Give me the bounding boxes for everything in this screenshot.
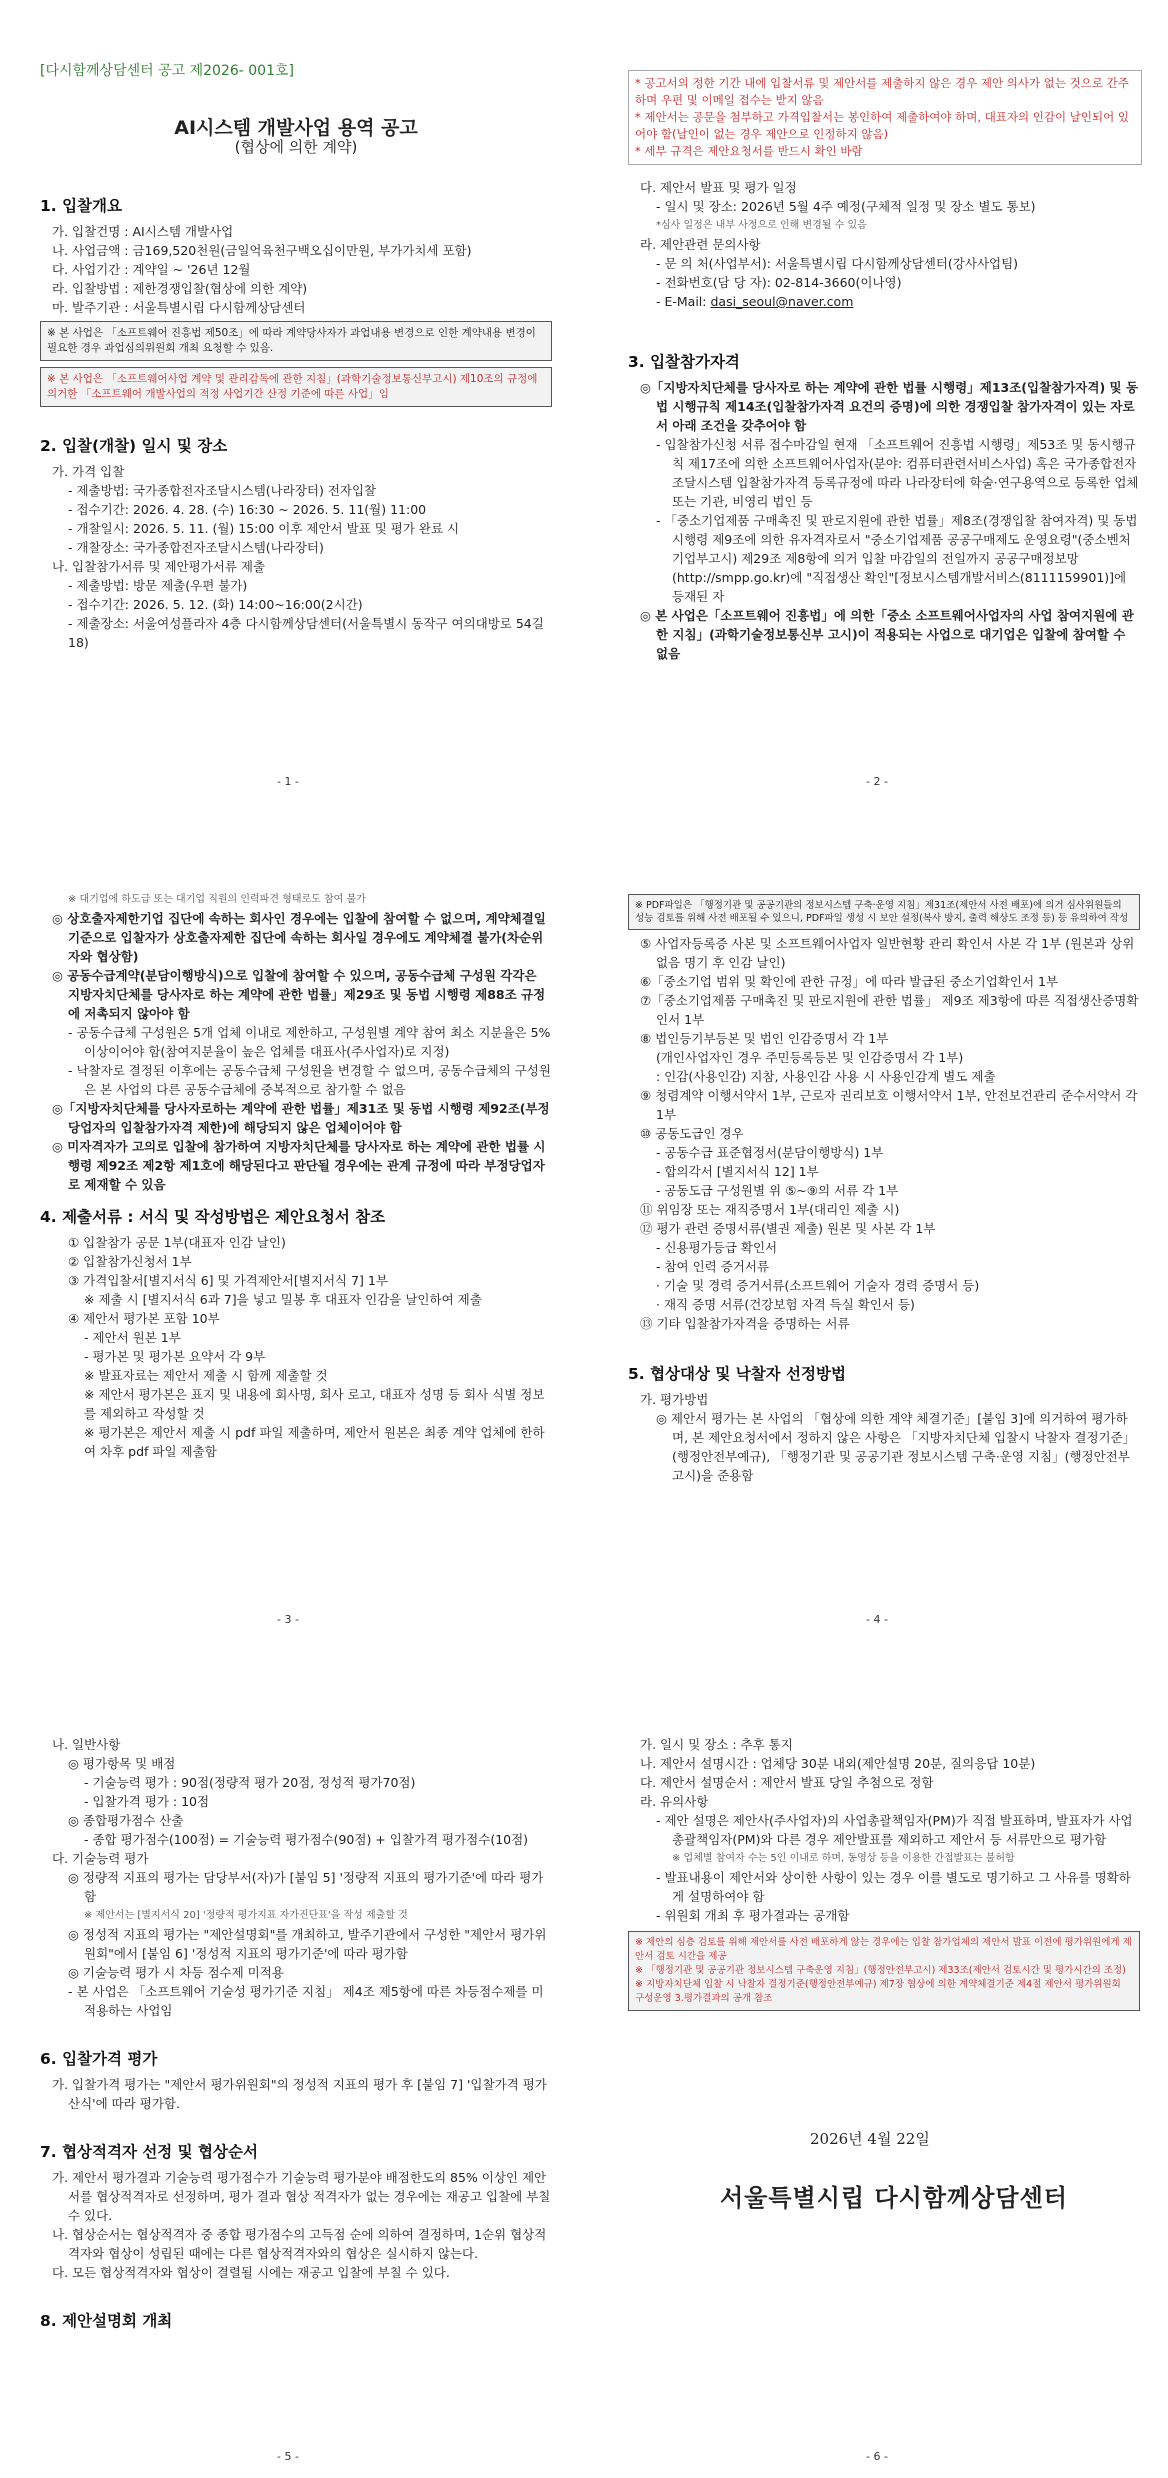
list-item: 나. 협상순서는 협상적격자 중 종합 평가점수의 고득점 순에 의하여 결정하며, 1순위 협상적격자와 협상이 성립된 때에는 다른 협상적격자와의 협상은 실시하지 않는다. [52,2227,547,2261]
list-item: ④ 제안서 평가본 포함 10부 [68,1311,220,1326]
email-line [628,292,1140,311]
list-item: - 참여 인력 증거서류 [656,1259,770,1274]
note-box-red [628,1931,1140,2011]
list-item: ⑥「중소기업 범위 및 확인에 관한 규정」에 따라 발급된 중소기업확인서 1부 [640,974,1059,989]
list-item: - 개찰일시: 2026. 5. 11. (월) 15:00 이후 제안서 발표 및 평가 완료 시 [68,521,460,536]
list-item: 가. 입찰건명 : AI시스템 개발사업 [52,224,234,239]
subheading: 다. 기술능력 평가 [52,1851,149,1866]
section-4-title: 4. 제출서류 : 서식 및 작성방법은 제안요청서 참조 [40,1208,386,1226]
subheading: 나. 입찰참가서류 및 제안평가서류 제출 [52,559,266,574]
page-number: - 2 - [866,775,888,788]
email-label: - E-Mail: [656,294,711,309]
page-2 [628,178,1140,663]
note-text: ※ 제안서는 [별지서식 20] '정량적 평가지표 자가진단표'을 작성 제출할 것 [84,1910,408,1921]
list-item: - 일시 및 장소: 2026년 5월 4주 예정(구체적 일정 및 장소 별도 통보) [656,199,1036,214]
page-number: - 4 - [866,1613,888,1626]
list-item: - 입찰참가신청 서류 접수마감일 현재 「소프트웨어 진흥법 시행령」제53조 및 동시행규칙 제17조에 의한 소프트웨어사업자(분야: 컴퓨터관련서비스사업) 혹은 국가종합전자조달시스템 입찰참가자격 등록규정에 따라 나라장터에 학술·연구용역으로 등록한 업체 또는 기관, 비영리 법인 등 [656,437,1139,509]
section-8-title: 8. 제안설명회 개최 [40,2312,173,2330]
subheading: 다. 제안서 발표 및 평가 일정 [640,180,797,195]
note-line: ※ 지방자치단체 입찰 시 낙찰자 결정기준(행정안전부예규) 제7장 협상에 의한 계약체결기준 제4절 제안서 평가위원회 구성운영 3.평가결과의 공개 참조 [635,1979,1121,2004]
list-item: ① 입찰참가 공문 1부(대표자 인감 날인) [68,1235,286,1250]
qualification-note: ◎ 본 사업은「소프트웨어 진흥법」에 의한「중소 소프트웨어사업자의 사업 참여지원에 관한 지침」(과학기술정보통신부 고시)이 적용되는 사업으로 대기업은 입찰에 참여할 수 없음 [640,608,1134,661]
list-item: 나. 제안서 설명시간 : 업체당 30분 내외(제안설명 20분, 질의응답 10분) [640,1756,1036,1771]
list-item: ⑩ 공동도급인 경우 [640,1126,744,1141]
list-item: ◎ 공동수급계약(분담이행방식)으로 입찰에 참여할 수 있으며, 공동수급체 구성원 각각은 지방자치단체를 당사자로 하는 계약에 관한 법률」제29조 및 동법 시행령 제88조 규정에 저촉되지 않아야 함 [52,968,546,1021]
section-3-title: 3. 입찰참가자격 [628,353,740,371]
list-item: - 본 사업은 「소프트웨어 기술성 평가기준 지침」 제4조 제5항에 따른 차등점수제를 미적용하는 사업임 [68,1984,544,2018]
list-item: · 기술 및 경력 증거서류(소프트웨어 기술자 경력 증명서 등) [656,1278,980,1293]
page-6 [628,1735,1140,2015]
list-item: ◎ 기술능력 평가 시 차등 점수제 미적용 [68,1965,284,1980]
section-2-title: 2. 입찰(개찰) 일시 및 장소 [40,437,228,455]
list-item: - 기술능력 평가 : 90점(정량적 평가 20점, 정성적 평가70점) [84,1775,416,1790]
list-item: - 제안 설명은 제안사(주사업자)의 사업총괄책임자(PM)가 직접 발표하며, 발표자가 사업총괄책임자(PM)와 다른 경우 제안발표를 제외하고 제안서 등 서류만으로 평가함 [656,1813,1133,1847]
list-item: 나. 사업금액 : 금169,520천원(금일억육천구백오십이만원, 부가가치세 포함) [52,243,472,258]
list-item: ◎ 종합평가점수 산출 [68,1813,184,1828]
document-subtitle: (협상에 의한 계약) [234,138,358,156]
note-text: *심사 일정은 내부 사정으로 인해 변경될 수 있음 [656,220,867,231]
list-item: - 공동수급 표준협정서(분담이행방식) 1부 [656,1145,884,1160]
list-item: ◎ 제안서 평가는 본 사업의 「협상에 의한 계약 체결기준」[붙임 3]에 의거하여 평가하며, 본 제안요청서에서 정하지 않은 사항은 「지방자치단체 입찰시 낙찰자 결정기준」(행정안전부예규), 「행정기관 및 공공기관 정보시스템 구축·운영 지침」(행정안전부고시)을 준용함 [656,1411,1136,1483]
list-item: ⑫ 평가 관련 증명서류(별권 제출) 원본 및 사본 각 1부 [640,1221,936,1236]
page-5 [40,1735,552,2337]
issuing-organization: 서울특별시립 다시함께상담센터 [720,2184,1068,2212]
page-4 [628,890,1140,1485]
list-item: ※ 제안서 평가본은 표지 및 내용에 회사명, 회사 로고, 대표자 성명 등 회사 식별 정보를 제외하고 작성할 것 [84,1387,545,1421]
subheading: 라. 제안관련 문의사항 [640,237,761,252]
list-item: - 제출방법: 방문 제출(우편 불가) [68,578,248,593]
list-item: ⑬ 기타 입찰참가자격을 증명하는 서류 [640,1316,850,1331]
list-item: - 합의각서 [별지서식 12] 1부 [656,1164,819,1179]
list-item: - 제출장소: 서울여성플라자 4층 다시함께상담센터(서울특별시 동작구 여의대방로 54길 18) [68,616,544,650]
note-line: ※ 제안의 심층 검토를 위해 제안서를 사전 배포하게 않는 경우에는 입찰 참가업체의 제안서 발표 이전에 평가위원에게 제안서 검토 시간을 제공 [635,1937,1132,1962]
list-item: 다. 사업기간 : 계약일 ~ '26년 12월 [52,262,251,277]
list-item: ⑪ 위임장 또는 재직증명서 1부(대리인 제출 시) [640,1202,900,1217]
note-box: ※ PDF파일은 「행정기관 및 공공기관의 정보시스템 구축·운영 지침」제31조(제안서 사전 배포)에 의거 심사위원들의 성능 검토를 위해 사전 배포될 수 있으니, PDF파일 생성 시 보안 설정(복사 방지, 출력 해상도 조정 등) 등 유의하여 작성 [628,894,1140,930]
note-text: ※ 업체별 참여자 수는 5인 이내로 하며, 동영상 등을 이용한 간접발표는 불허함 [672,1853,1015,1864]
section-1-title: 1. 입찰개요 [40,197,122,215]
list-item: ③ 가격입찰서[별지서식 6] 및 가격제안서[별지서식 7] 1부 [68,1273,388,1288]
document-title: AI시스템 개발사업 용역 공고 [174,117,418,139]
list-item: ※ 평가본은 제안서 제출 시 pdf 파일 제출하며, 제안서 원본은 최종 계약 업체에 한하여 차후 pdf 파일 제출함 [84,1425,545,1459]
list-item: - 제안서 원본 1부 [84,1330,181,1345]
list-item: ◎ 평가항목 및 배점 [68,1756,176,1771]
section-7-title: 7. 협상적격자 선정 및 협상순서 [40,2143,258,2161]
note-box-red: ※ 본 사업은 「소프트웨어사업 계약 및 관리감독에 관한 지침」(과학기술정보통신부고시) 제10조의 규정에 의거한 「소프트웨어 개발사업의 적정 사업기간 산정 기준에 따른 사업」임 [40,367,552,407]
list-item: - 입찰가격 평가 : 10점 [84,1794,210,1809]
list-item: 다. 모든 협상적격자와 협상이 결렬될 시에는 재공고 입찰에 부칠 수 있다. [52,2265,450,2280]
list-item: ◎ 정성적 지표의 평가는 "제안설명회"를 개최하고, 발주기관에서 구성한 "제안서 평가위원회"에서 [붙임 6] '정성적 지표의 평가기준'에 따라 평가함 [68,1927,547,1961]
list-item: 가. 제안서 평가결과 기술능력 평가점수가 기술능력 평가분야 배점한도의 85% 이상인 제안서를 협상적격자로 선정하며, 평가 결과 협상 적격자가 없는 경우에는 재공고 입찰에 부칠 수 있다. [52,2170,551,2223]
list-item: - 위원회 개최 후 평가결과는 공개함 [656,1908,850,1923]
list-item: ⑤ 사업자등록증 사본 및 소프트웨어사업자 일반현황 관리 확인서 사본 각 1부 (원본과 상위없음 명기 후 인감 날인) [640,936,1135,970]
list-item: 라. 유의사항 [640,1794,709,1809]
list-item: - 종합 평가점수(100점) = 기술능력 평가점수(90점) + 입찰가격 평가점수(10점) [84,1832,529,1847]
warning-box [628,70,1142,165]
list-item: - 개찰장소: 국가종합전자조달시스템(나라장터) [68,540,324,555]
note-line: ※ 「행정기관 및 공공기관 정보시스템 구축운영 지침」(행정안전부고시) 제33조(제안서 검토시간 및 평가시간의 조정) [635,1965,1126,1976]
list-item: ⑧ 법인등기부등본 및 법인 인감증명서 각 1부 [640,1031,889,1046]
qualification-main: ◎「지방자치단체를 당사자로 하는 계약에 관한 법률 시행령」제13조(입찰참가자격) 및 동법 시행규칙 제14조(입찰참가자격 요건의 증명)에 의한 경쟁입찰 참가자격이 있는 자로서 아래 조건을 갖추어야 함 [640,380,1139,433]
page-3 [40,890,552,1461]
list-item: ◎ 정량적 지표의 평가는 담당부서(자)가 [붙임 5] '정량적 지표의 평가기준'에 따라 평가함 [68,1870,544,1904]
section-6-title: 6. 입찰가격 평가 [40,2050,158,2068]
section-5-title: 5. 협상대상 및 낙찰자 선정방법 [628,1365,846,1383]
page-number: - 6 - [866,2450,888,2463]
subheading: 나. 일반사항 [52,1737,121,1752]
list-item: 가. 일시 및 장소 : 추후 통지 [640,1737,793,1752]
notice-date: 2026년 4월 22일 [810,2130,930,2148]
list-item: - 평가본 및 평가본 요약서 각 9부 [84,1349,266,1364]
page-number: - 3 - [277,1613,299,1626]
page-number: - 1 - [277,775,299,788]
list-item: · 재직 증명 서류(건강보험 자격 득실 확인서 등) [656,1297,915,1312]
list-item: - 공동도급 구성원별 위 ⑤~⑨의 서류 각 1부 [656,1183,899,1198]
list-item: ⑨ 청렴계약 이행서약서 1부, 근로자 권리보호 이행서약서 1부, 안전보건관리 준수서약서 각 1부 [640,1088,1138,1122]
notice-number: [다시함께상담센터 공고 제2026- 001호] [40,63,294,79]
list-item: - 접수기간: 2026. 4. 28. (수) 16:30 ~ 2026. 5. 11(월) 11:00 [68,502,427,517]
list-item: - 「중소기업제품 구매촉진 및 판로지원에 관한 법률」제8조(경쟁입찰 참여자격) 및 동법 시행령 제9조에 의한 유자격자로서 "중소기업제품 공공구매제도 운영요령"(중소벤처기업부고시) 제29조 제8항에 의거 입찰 마감일의 전일까지 공공구매정보망(http://smpp.go.kr)에 "직접생산 확인"[정보시스템개발서비스(8111159901)]에 등재된 자 [656,513,1138,604]
list-item: (개인사업자인 경우 주민등록등본 및 인감증명서 각 1부) [656,1050,964,1065]
list-item: ※ 제출 시 [별지서식 6과 7]을 넣고 밀봉 후 대표자 인감을 날인하여 제출 [84,1292,482,1307]
list-item: - 낙찰자로 결정된 이후에는 공동수급체 구성원을 변경할 수 없으며, 공동수급체의 구성원은 본 사업의 다른 공동수급체에 중복적으로 참가할 수 없음 [68,1063,551,1097]
list-item: 다. 제안서 설명순서 : 제안서 발표 당일 추첨으로 정함 [640,1775,934,1790]
list-item: - 신용평가등급 확인서 [656,1240,778,1255]
list-item: - 접수기간: 2026. 5. 12. (화) 14:00~16:00(2시간) [68,597,363,612]
list-item: : 인감(사용인감) 지참, 사용인감 사용 시 사용인감계 별도 제출 [656,1069,996,1084]
list-item: ※ 발표자료는 제안서 제출 시 함께 제출할 것 [84,1368,328,1383]
list-item: 가. 입찰가격 평가는 "제안서 평가위원회"의 정성적 지표의 평가 후 [붙임 7] '입찰가격 평가산식'에 따라 평가함. [52,2077,547,2111]
warning-line: * 제안서는 공문을 첨부하고 가격입찰서는 봉인하여 제출하여야 하며, 대표자의 인감이 날인되어 있어야 함(날인이 없는 경우 제안으로 인정하지 않음) [635,110,1129,141]
email-link[interactable]: dasi_seoul@naver.com [710,294,854,309]
subheading: 가. 평가방법 [640,1392,709,1407]
list-item: - 공동수급체 구성원은 5개 업체 이내로 제한하고, 구성원별 계약 참여 최소 지분율은 5% 이상이어야 함(참여지분율이 높은 업체를 대표사(주사업자)로 지정) [68,1025,551,1059]
list-item: ⑦「중소기업제품 구매촉진 및 판로지원에 관한 법률」 제9조 제3항에 따른 직접생산증명확인서 1부 [640,993,1139,1027]
page-1 [40,62,552,652]
list-item: 마. 발주기관 : 서울특별시립 다시함께상담센터 [52,300,306,315]
list-item: - 발표내용이 제안서와 상이한 사항이 있는 경우 이를 별도로 명기하고 그 사유를 명확하게 설명하여야 함 [656,1870,1131,1904]
list-item: ◎「지방자치단체를 당사자로하는 계약에 관한 법률」제31조 및 동법 시행령 제92조(부정당업자의 입찰참가자격 제한)에 해당되지 않은 업체이어야 함 [52,1101,550,1135]
list-item: - 제출방법: 국가종합전자조달시스템(나라장터) 전자입찰 [68,483,377,498]
note-box: ※ 본 사업은 「소프트웨어 진흥법 제50조」에 따라 계약당사자가 과업내용 변경으로 인한 계약내용 변경이 필요한 경우 과업심의위원회 개최 요청할 수 있음. [40,321,552,361]
list-item: - 전화번호(담 당 자): 02-814-3660(이나영) [656,275,902,290]
list-item: 라. 입찰방법 : 제한경쟁입찰(협상에 의한 계약) [52,281,308,296]
subheading: 가. 가격 입찰 [52,464,125,479]
list-item: ◎ 미자격자가 고의로 입찰에 참가하여 지방자치단체를 당사자로 하는 계약에 관한 법률 시행령 제92조 제2항 제1호에 해당된다고 판단될 경우에는 관계 규정에 따라 부정당업자로 제재할 수 있음 [52,1139,546,1192]
list-item: ◎ 상호출자제한기업 집단에 속하는 회사인 경우에는 입찰에 참여할 수 없으며, 계약체결일 기준으로 입찰자가 상호출자제한 집단에 속하는 회사일 경우에도 계약체결 불가(차순위자와 협상함) [52,911,546,964]
list-item: ② 입찰참가신청서 1부 [68,1254,192,1269]
warning-line: * 세부 규격은 제안요청서를 반드시 확인 바람 [635,144,863,158]
warning-line: * 공고서의 정한 기간 내에 입찰서류 및 제안서를 제출하지 않은 경우 제안 의사가 없는 것으로 간주하며 우편 및 이메일 접수는 받지 않음 [635,76,1129,107]
page-number: - 5 - [277,2450,299,2463]
note-text: ※ 대기업에 하도급 또는 대기업 직원의 인력파견 형태로도 참여 불가 [68,894,366,905]
list-item: - 문 의 처(사업부서): 서울특별시립 다시함께상담센터(강사사업팀) [656,256,1019,271]
